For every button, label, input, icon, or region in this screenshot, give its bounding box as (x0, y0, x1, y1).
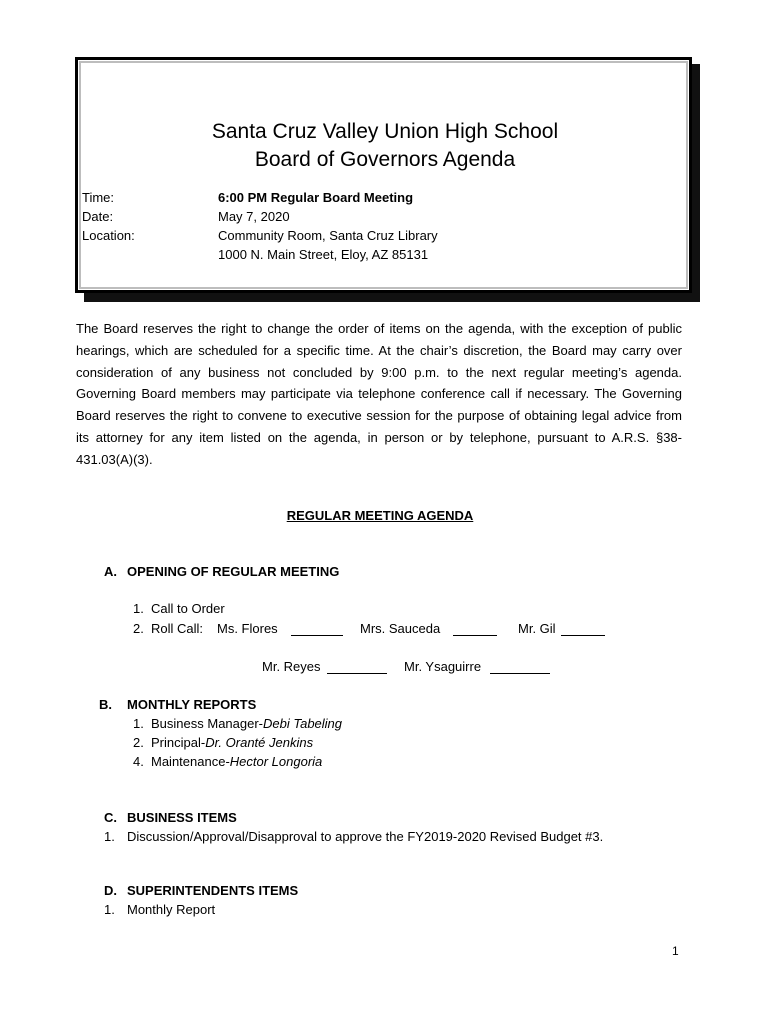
item-number: 2. (133, 621, 144, 636)
signature-blank (453, 623, 497, 636)
roll-reyes: Mr. Reyes (262, 659, 321, 674)
business-item-budget: Discussion/Approval/Disapproval to approve the FY2019-2020 Revised Budget #3. (127, 829, 604, 844)
intro-paragraph: The Board reserves the right to change the order of items on the agenda, with the exception of public hearings, which are scheduled for a specific time. At the chair’s discretion, the Board may carry over consideration of any business not concluded by 9:00 p.m. to the next regular meeting’s agenda. Governing Board members may participate via telephone conference call if necessary. The Governing Board reserves the right to convene to executive session for the purpose of obtaining legal advice from its attorney for any item listed on the agenda, in person or by telephone, pursuant to A.R.S. §38-431.03(A)(3). (76, 321, 682, 467)
roll-call-label: Roll Call: (151, 621, 204, 636)
section-a-title: OPENING OF REGULAR MEETING (127, 564, 340, 579)
report-item-number: 4. (133, 754, 144, 769)
signature-blank (327, 661, 387, 674)
date-label: Date: (82, 209, 114, 224)
section-c-title: BUSINESS ITEMS (127, 810, 237, 825)
school-title: Santa Cruz Valley Union High School (211, 120, 559, 143)
section-b-title: MONTHLY REPORTS (127, 697, 257, 712)
report-item-number: 2. (133, 735, 144, 750)
item-number: 1. (104, 829, 115, 844)
location-value-line2: 1000 N. Main Street, Eloy, AZ 85131 (218, 247, 429, 262)
report-name: Debi Tabeling (263, 716, 343, 731)
report-item-business-manager (151, 716, 342, 731)
section-a-letter: A. (104, 564, 117, 579)
page-number: 1 (672, 944, 679, 958)
section-b-letter: B. (99, 697, 112, 712)
roll-gil: Mr. Gil (518, 621, 556, 636)
call-to-order: Call to Order (151, 601, 225, 616)
time-label: Time: (82, 190, 115, 205)
report-role: Principal- (151, 735, 206, 750)
board-title: Board of Governors Agenda (254, 148, 516, 171)
item-number: 1. (133, 601, 144, 616)
signature-blank (561, 623, 605, 636)
report-role: Business Manager- (151, 716, 263, 731)
report-item-number: 1. (133, 716, 144, 731)
location-value-line1: Community Room, Santa Cruz Library (218, 228, 438, 243)
date-value: May 7, 2020 (218, 209, 290, 224)
agenda-heading: REGULAR MEETING AGENDA (286, 508, 474, 523)
superintendent-monthly-report: Monthly Report (127, 902, 216, 917)
report-name: Dr. Oranté Jenkins (205, 735, 314, 750)
signature-blank (291, 623, 343, 636)
roll-ysaguirre: Mr. Ysaguirre (404, 659, 482, 674)
roll-sauceda: Mrs. Sauceda (360, 621, 441, 636)
report-role: Maintenance- (151, 754, 230, 769)
report-name: Hector Longoria (229, 754, 323, 769)
section-d-title: SUPERINTENDENTS ITEMS (127, 883, 299, 898)
item-number: 1. (104, 902, 115, 917)
report-item-maintenance (151, 754, 322, 769)
roll-flores: Ms. Flores (217, 621, 278, 636)
time-value: 6:00 PM Regular Board Meeting (218, 190, 414, 205)
report-item-principal (151, 735, 313, 750)
section-d-letter: D. (104, 883, 117, 898)
signature-blank (490, 661, 550, 674)
section-c-letter: C. (104, 810, 117, 825)
location-label: Location: (82, 228, 135, 243)
